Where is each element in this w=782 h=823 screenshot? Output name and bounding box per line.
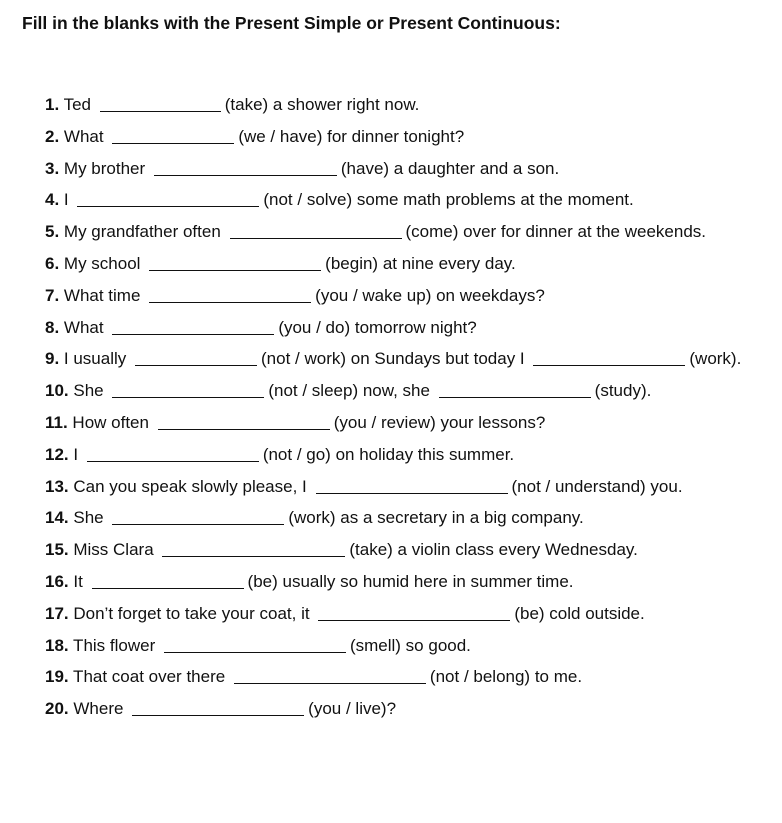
exercise-text: (study).	[594, 381, 652, 401]
exercise-item	[45, 538, 741, 570]
exercise-number: 20.	[45, 699, 69, 719]
exercise-text: (smell) so good.	[349, 635, 471, 655]
exercise-list	[45, 93, 741, 729]
exercise-text: (you / live)?	[308, 699, 397, 719]
exercise-text: Can you speak slowly please, I	[68, 476, 312, 496]
answer-blank[interactable]	[87, 445, 259, 462]
exercise-text: How often	[67, 412, 154, 432]
answer-blank[interactable]	[318, 604, 510, 621]
exercise-text: (work) as a secretary in a big company.	[288, 508, 584, 528]
answer-blank[interactable]	[77, 190, 259, 207]
exercise-text: Miss Clara	[68, 540, 159, 560]
answer-blank[interactable]	[154, 159, 337, 176]
exercise-item	[45, 602, 741, 634]
answer-blank[interactable]	[92, 572, 244, 589]
answer-blank[interactable]	[158, 413, 330, 430]
exercise-number: 9.	[45, 349, 60, 369]
exercise-text: (have) a daughter and a son.	[340, 158, 560, 178]
answer-blank[interactable]	[316, 477, 508, 494]
exercise-item	[45, 316, 741, 348]
exercise-number: 15.	[45, 540, 69, 560]
exercise-item	[45, 252, 741, 284]
exercise-item	[45, 443, 741, 475]
exercise-number: 19.	[45, 667, 69, 687]
exercise-item	[45, 411, 741, 443]
answer-blank[interactable]	[112, 318, 274, 335]
exercise-text: (you / wake up) on weekdays?	[315, 285, 545, 305]
exercise-item	[45, 634, 741, 666]
exercise-text: Don’t forget to take your coat, it	[68, 603, 315, 623]
exercise-text: (take) a shower right now.	[224, 95, 420, 114]
exercise-number: 6.	[45, 253, 60, 273]
exercise-text: I usually	[59, 349, 131, 369]
exercise-item	[45, 506, 741, 538]
exercise-item	[45, 570, 741, 602]
answer-blank[interactable]	[234, 667, 426, 684]
exercise-item	[45, 475, 741, 507]
exercise-item	[45, 188, 741, 220]
exercise-text: (we / have) for dinner tonight?	[238, 126, 465, 146]
exercise-text: That coat over there	[68, 667, 230, 687]
answer-blank[interactable]	[149, 254, 321, 271]
answer-blank[interactable]	[162, 540, 345, 557]
exercise-item	[45, 379, 741, 411]
exercise-item	[45, 284, 741, 316]
exercise-text: (take) a violin class every Wednesday.	[349, 540, 638, 560]
exercise-text: Ted	[59, 95, 96, 114]
exercise-text: My grandfather often	[59, 222, 226, 242]
exercise-number: 12.	[45, 444, 69, 464]
exercise-text: This flower	[68, 635, 160, 655]
exercise-text: She	[68, 508, 109, 528]
exercise-item	[45, 125, 741, 157]
exercise-text: (work).	[689, 349, 742, 369]
exercise-number: 16.	[45, 571, 69, 591]
exercise-text: (not / solve) some math problems at the moment.	[263, 190, 634, 210]
exercise-text: (you / review) your lessons?	[333, 412, 546, 432]
answer-blank[interactable]	[533, 349, 685, 366]
answer-blank[interactable]	[132, 699, 304, 716]
exercise-number: 8.	[45, 317, 60, 337]
answer-blank[interactable]	[149, 286, 311, 303]
answer-blank[interactable]	[164, 636, 346, 653]
exercise-number: 7.	[45, 285, 60, 305]
exercise-number: 13.	[45, 476, 69, 496]
exercise-item	[45, 220, 741, 252]
answer-blank[interactable]	[112, 127, 234, 144]
worksheet-title: Fill in the blanks with the Present Simple or Present Continuous:	[22, 13, 561, 33]
exercise-item	[45, 697, 741, 729]
exercise-number: 1.	[45, 95, 60, 114]
exercise-text: My school	[59, 253, 146, 273]
exercise-text: (come) over for dinner at the weekends.	[405, 222, 706, 242]
exercise-text: What time	[59, 285, 146, 305]
exercise-item	[45, 665, 741, 697]
answer-blank[interactable]	[135, 349, 257, 366]
answer-blank[interactable]	[230, 222, 402, 239]
exercise-text: (not / understand) you.	[511, 476, 683, 496]
exercise-text: (you / do) tomorrow night?	[278, 317, 477, 337]
exercise-text: (not / sleep) now, she	[268, 381, 435, 401]
exercise-text: It	[68, 571, 88, 591]
exercise-text: (not / work) on Sundays but today I	[261, 349, 530, 369]
exercise-text: (not / go) on holiday this summer.	[262, 444, 515, 464]
exercise-number: 11.	[45, 412, 68, 432]
exercise-text: My brother	[59, 158, 150, 178]
exercise-text: I	[68, 444, 83, 464]
exercise-text: (be) cold outside.	[514, 603, 645, 623]
exercise-number: 17.	[45, 603, 69, 623]
exercise-number: 3.	[45, 158, 60, 178]
exercise-number: 10.	[45, 381, 69, 401]
exercise-item	[45, 157, 741, 189]
exercise-text: What	[59, 317, 109, 337]
answer-blank[interactable]	[112, 508, 284, 525]
exercise-item	[45, 347, 741, 379]
answer-blank[interactable]	[112, 381, 264, 398]
exercise-number: 5.	[45, 222, 60, 242]
exercise-text: (be) usually so humid here in summer time.	[247, 571, 574, 591]
exercise-text: I	[59, 190, 74, 210]
exercise-text: She	[68, 381, 109, 401]
answer-blank[interactable]	[439, 381, 591, 398]
exercise-text: Where	[68, 699, 129, 719]
answer-blank[interactable]	[100, 95, 221, 112]
exercise-item	[45, 93, 741, 125]
exercise-text: What	[59, 126, 109, 146]
exercise-number: 4.	[45, 190, 60, 210]
exercise-text: (begin) at nine every day.	[325, 253, 516, 273]
exercise-number: 2.	[45, 126, 60, 146]
exercise-number: 18.	[45, 635, 69, 655]
exercise-text: (not / belong) to me.	[429, 667, 583, 687]
exercise-number: 14.	[45, 508, 69, 528]
